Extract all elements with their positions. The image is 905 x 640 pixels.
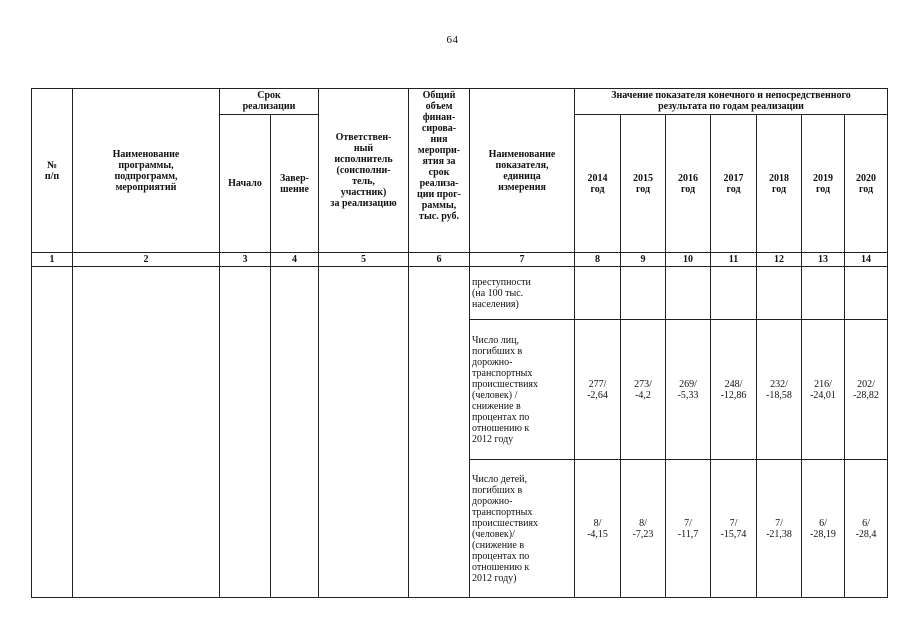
header-values-group bbox=[575, 89, 888, 115]
header-year-text: 2014 год bbox=[587, 172, 608, 195]
value-text: 7/ -11,7 bbox=[677, 517, 699, 540]
header-row-1 bbox=[32, 89, 888, 115]
header-start-text: Начало bbox=[228, 178, 262, 189]
cell-value bbox=[711, 267, 757, 320]
header-end-text: Завер- шение bbox=[280, 172, 310, 195]
value-text: 277/ -2,64 bbox=[587, 378, 608, 401]
value-text: 8/ -4,15 bbox=[587, 517, 608, 540]
value-text: 6/ -28,19 bbox=[810, 517, 836, 540]
header-year-text: 2017 год bbox=[723, 172, 744, 195]
cell-indicator bbox=[470, 460, 575, 598]
column-number: 9 bbox=[621, 253, 666, 267]
cell-value bbox=[711, 320, 757, 460]
value-text: 202/ -28,82 bbox=[853, 378, 879, 401]
header-term bbox=[220, 89, 319, 115]
header-responsible bbox=[319, 89, 409, 253]
value-text: 7/ -21,38 bbox=[766, 517, 792, 540]
column-number: 11 bbox=[711, 253, 757, 267]
cell-value bbox=[575, 267, 621, 320]
value-text: 248/ -12,86 bbox=[720, 378, 747, 401]
cell-value bbox=[666, 460, 711, 598]
cell-value bbox=[757, 460, 802, 598]
cell-value bbox=[621, 320, 666, 460]
value-text: 269/ -5,33 bbox=[677, 378, 699, 401]
column-number: 1 bbox=[32, 253, 73, 267]
header-indicator-text: Наименование показателя, единица измерения bbox=[488, 148, 556, 193]
value-text: 232/ -18,58 bbox=[766, 378, 792, 401]
indicator-text: Число детей, погибших в дорожно- транспортных происшествиях (человек)/ (снижение в процентах по отношению к 2012 году) bbox=[472, 473, 539, 584]
header-year-text: 2020 год bbox=[856, 172, 877, 195]
cell-funding bbox=[409, 267, 470, 598]
cell-value bbox=[666, 320, 711, 460]
cell-indicator bbox=[470, 267, 575, 320]
cell-start bbox=[220, 267, 271, 598]
cell-value bbox=[845, 267, 888, 320]
cell-value bbox=[575, 320, 621, 460]
column-number: 3 bbox=[220, 253, 271, 267]
cell-responsible bbox=[319, 267, 409, 598]
cell-end bbox=[271, 267, 319, 598]
header-values-group-text: Значение показателя конечного и непосредственного результата по годам реализации bbox=[611, 90, 851, 112]
cell-indicator bbox=[470, 320, 575, 460]
cell-value bbox=[802, 320, 845, 460]
page-number: 64 bbox=[446, 34, 459, 46]
cell-value bbox=[845, 460, 888, 598]
value-text: 6/ -28,4 bbox=[855, 517, 877, 540]
column-number: 7 bbox=[470, 253, 575, 267]
cell-value bbox=[757, 320, 802, 460]
cell-program bbox=[73, 267, 220, 598]
column-number: 2 bbox=[73, 253, 220, 267]
header-year-2020 bbox=[845, 115, 888, 253]
cell-value bbox=[621, 460, 666, 598]
header-year-2014 bbox=[575, 115, 621, 253]
indicators-table bbox=[31, 88, 888, 598]
header-funding bbox=[409, 89, 470, 253]
header-year-2018 bbox=[757, 115, 802, 253]
column-number: 5 bbox=[319, 253, 409, 267]
cell-value bbox=[711, 460, 757, 598]
header-num bbox=[32, 89, 73, 253]
header-year-text: 2018 год bbox=[769, 172, 790, 195]
column-number: 4 bbox=[271, 253, 319, 267]
header-year-text: 2015 год bbox=[633, 172, 654, 195]
cell-value bbox=[802, 460, 845, 598]
column-number: 14 bbox=[845, 253, 888, 267]
header-year-2016 bbox=[666, 115, 711, 253]
header-indicator bbox=[470, 89, 575, 253]
cell-value bbox=[666, 267, 711, 320]
header-year-2019 bbox=[802, 115, 845, 253]
cell-value bbox=[757, 267, 802, 320]
cell-value bbox=[845, 320, 888, 460]
column-number: 6 bbox=[409, 253, 470, 267]
cell-value bbox=[621, 267, 666, 320]
header-funding-text: Общий объем финан- сирова- ния меропри- ятия за срок реализа- ции прог- раммы, тыс. руб. bbox=[417, 90, 461, 222]
value-text: 216/ -24,01 bbox=[810, 378, 836, 401]
header-start bbox=[220, 115, 271, 253]
value-text: 8/ -7,23 bbox=[632, 517, 654, 540]
header-year-2017 bbox=[711, 115, 757, 253]
header-year-text: 2016 год bbox=[678, 172, 699, 195]
column-number-row bbox=[32, 253, 888, 267]
header-program-text: Наименование программы, подпрограмм, мероприятий bbox=[112, 148, 180, 193]
header-year-text: 2019 год bbox=[813, 172, 834, 195]
header-program bbox=[73, 89, 220, 253]
header-end bbox=[271, 115, 319, 253]
value-text: 7/ -15,74 bbox=[720, 517, 747, 540]
table-row bbox=[32, 267, 888, 320]
column-number: 12 bbox=[757, 253, 802, 267]
header-term-text: Срок реализации bbox=[242, 90, 296, 112]
value-text: 273/ -4,2 bbox=[634, 378, 652, 401]
indicator-text: преступности (на 100 тыс. населения) bbox=[472, 276, 531, 310]
column-number: 10 bbox=[666, 253, 711, 267]
header-year-2015 bbox=[621, 115, 666, 253]
indicator-text: Число лиц, погибших в дорожно- транспортных происшествиях (человек) / снижение в процентах по отношению к 2012 году bbox=[472, 334, 539, 445]
cell-value bbox=[802, 267, 845, 320]
cell-value bbox=[575, 460, 621, 598]
column-number: 13 bbox=[802, 253, 845, 267]
cell-num bbox=[32, 267, 73, 598]
header-responsible-text: Ответствен- ный исполнитель (соисполни- тель, участник) за реализацию bbox=[330, 132, 397, 209]
column-number: 8 bbox=[575, 253, 621, 267]
header-num-text: № п/п bbox=[44, 159, 60, 182]
